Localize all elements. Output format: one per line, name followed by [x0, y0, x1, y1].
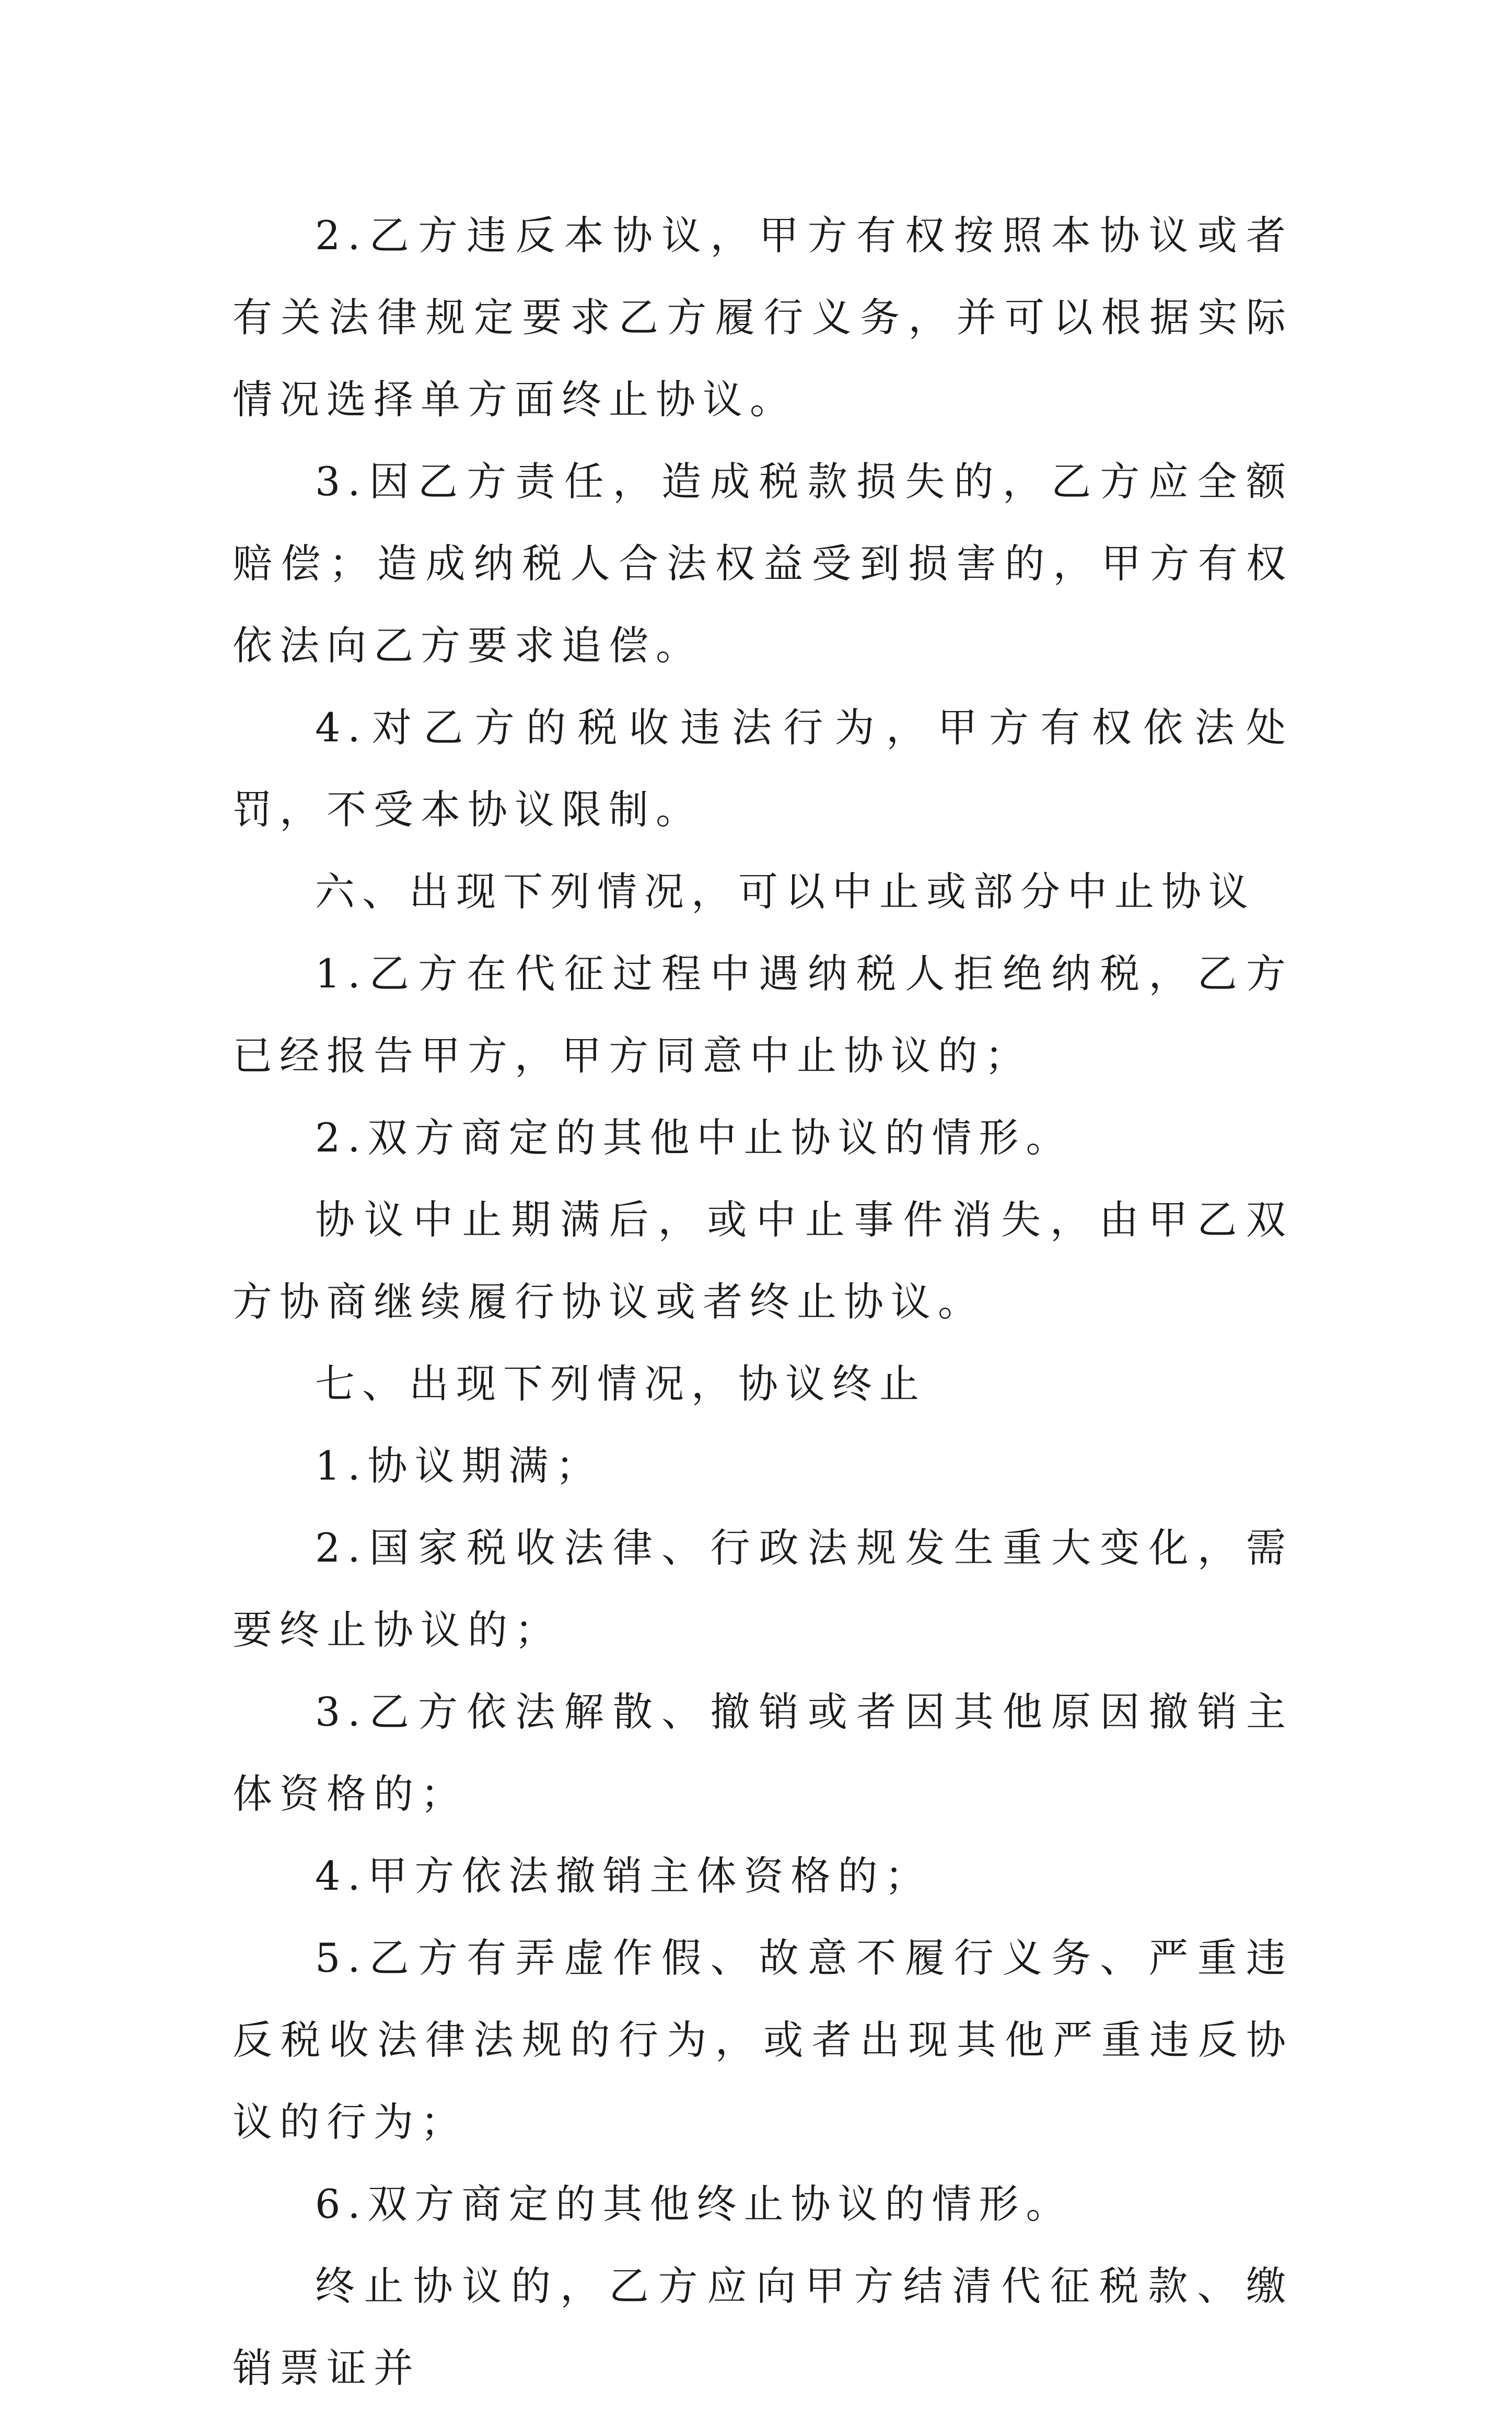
paragraph-termination-3: 3.乙方依法解散、撤销或者因其他原因撤销主体资格的； [232, 1689, 1293, 1817]
paragraph-termination-6: 6.双方商定的其他终止协议的情形。 [315, 2181, 1073, 2227]
paragraph-suspension-resume: 协议中止期满后，或中止事件消失，由甲乙双方协商继续履行协议或者终止协议。 [232, 1196, 1293, 1325]
paragraph-suspension-1: 1.乙方在代征过程中遇纳税人拒绝纳税，乙方已经报告甲方，甲方同意中止协议的； [232, 950, 1293, 1079]
section-heading-termination: 七、出现下列情况，协议终止 [315, 1360, 926, 1407]
paragraph-clause-2-breach: 2.乙方违反本协议，甲方有权按照本协议或者有关法律规定要求乙方履行义务，并可以根据实际情况选择单方面终止协议。 [232, 212, 1293, 423]
paragraph-termination-2: 2.国家税收法律、行政法规发生重大变化，需要终止协议的； [232, 1524, 1293, 1653]
paragraph-clause-3-compensation: 3.因乙方责任，造成税款损失的，乙方应全额赔偿；造成纳税人合法权益受到损害的，甲方有权依法向乙方要求追偿。 [232, 458, 1293, 669]
paragraph-clause-4-penalty: 4.对乙方的税收违法行为，甲方有权依法处罚，不受本协议限制。 [232, 704, 1293, 833]
paragraph-termination-1: 1.协议期满； [315, 1442, 603, 1489]
paragraph-termination-4: 4.甲方依法撤销主体资格的； [315, 1853, 932, 1899]
paragraph-termination-5: 5.乙方有弄虚作假、故意不履行义务、严重违反税收法律法规的行为，或者出现其他严重违反协议的行为； [232, 1935, 1293, 2145]
paragraph-suspension-2: 2.双方商定的其他中止协议的情形。 [315, 1114, 1073, 1161]
section-heading-suspension: 六、出现下列情况，可以中止或部分中止协议 [315, 868, 1255, 915]
document-body [232, 194, 1293, 2409]
paragraph-termination-settlement: 终止协议的，乙方应向甲方结清代征税款、缴销票证并 [232, 2263, 1293, 2391]
